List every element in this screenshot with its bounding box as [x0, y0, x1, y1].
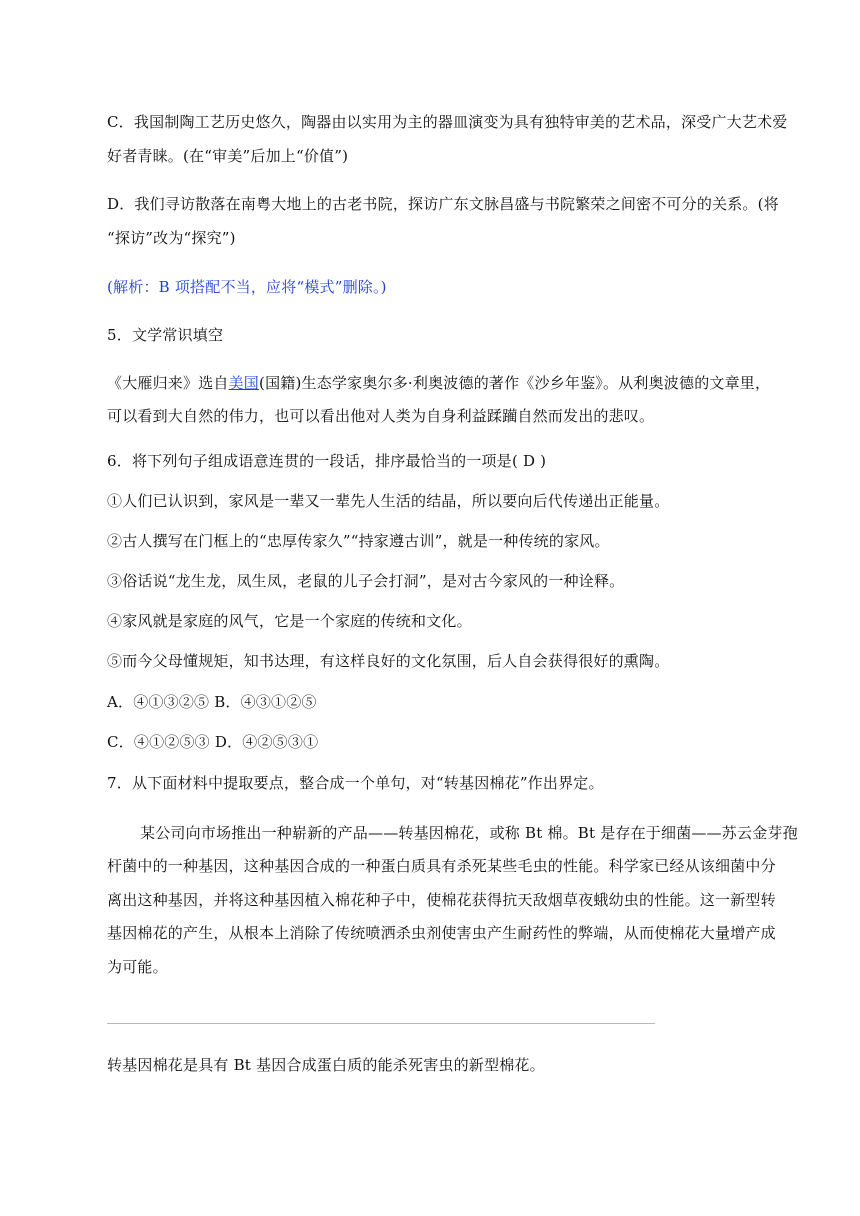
q5-line1-after: (国籍)生态学家奥尔多·利奥波德的著作《沙乡年鉴》。从利奥波德的文章里，: [259, 374, 771, 392]
q6-item-5: ⑤而今父母懂规矩，知书达理，有这样良好的文化氛围，后人自会获得很好的熏陶。: [107, 652, 670, 670]
answer-blank-line: [107, 1023, 655, 1024]
q7-title: 7．从下面材料中提取要点，整合成一个单句，对“转基因棉花”作出界定。: [107, 774, 604, 792]
q7-passage-line4: 基因棉花的产生，从根本上消除了传统喷洒杀虫剂使害虫产生耐药性的弊端，从而使棉花大量增产成: [107, 924, 776, 942]
q6-title: 6．将下列句子组成语意连贯的一段话，排序最恰当的一项是( D ): [107, 452, 547, 470]
q6-item-2: ②古人撰写在门框上的“忠厚传家久”“持家遵古训”，就是一种传统的家风。: [107, 532, 610, 550]
q5-line1: [107, 372, 770, 394]
q5-line1-before: 《大雁归来》选自: [107, 374, 229, 392]
option-c-line1: C．我国制陶工艺历史悠久，陶器由以实用为主的器皿演变为具有独特审美的艺术品，深受广大艺术爱: [107, 113, 788, 131]
answer-link-usa[interactable]: 美国: [228, 374, 260, 392]
q5-title: 5．文学常识填空: [107, 326, 224, 344]
q5-line2: 可以看到大自然的伟力，也可以看出他对人类为自身利益蹂躏自然而发出的悲叹。: [107, 407, 655, 425]
option-d-line1: D．我们寻访散落在南粤大地上的古老书院，探访广东文脉昌盛与书院繁荣之间密不可分的关系。(将: [107, 195, 779, 213]
analysis-note: (解析：B 项搭配不当，应将“模式”删除。): [107, 278, 387, 296]
q6-item-4: ④家风就是家庭的风气，它是一个家庭的传统和文化。: [107, 612, 472, 630]
q6-options-row1: A．④①③②⑤ B．④③①②⑤: [107, 693, 317, 711]
option-d-line2: “探访”改为“探究”): [107, 229, 236, 247]
option-c-line2: 好者青睐。(在“审美”后加上“价值”): [107, 147, 349, 165]
q7-passage-line2: 杆菌中的一种基因，这种基因合成的一种蛋白质具有杀死某些毛虫的性能。科学家已经从该细菌中分: [107, 857, 776, 875]
q7-passage-line5: 为可能。: [107, 958, 168, 976]
q7-passage-line3: 离出这种基因，并将这种基因植入棉花种子中，使棉花获得抗天敌烟草夜蛾幼虫的性能。这一新型转: [107, 891, 776, 909]
q6-item-1: ①人们已认识到，家风是一辈又一辈先人生活的结晶，所以要向后代传递出正能量。: [107, 492, 670, 510]
q6-item-3: ③俗话说“龙生龙，凤生凤，老鼠的儿子会打洞”，是对古今家风的一种诠释。: [107, 572, 625, 590]
q7-passage-line1: 某公司向市场推出一种崭新的产品——转基因棉花，或称 Bt 棉。Bt 是存在于细菌——苏云金芽孢: [140, 824, 798, 842]
q6-options-row2: C．④①②⑤③ D．④②⑤③①: [107, 733, 319, 751]
q7-answer: 转基因棉花是具有 Bt 基因合成蛋白质的能杀死害虫的新型棉花。: [107, 1056, 545, 1074]
